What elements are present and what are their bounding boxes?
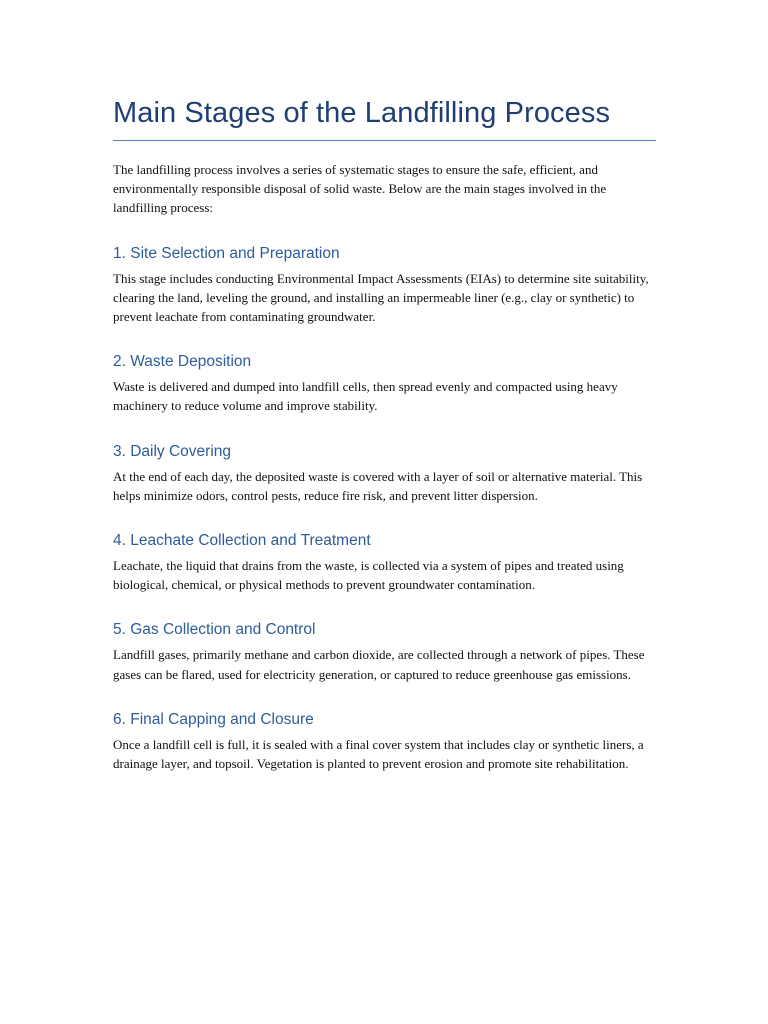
section-daily-covering (113, 442, 656, 505)
section-site-selection (113, 244, 656, 327)
section-body: Once a landfill cell is full, it is sealed with a final cover system that includes clay or synthetic liners, a drainage layer, and topsoil. Vegetation is planted to prevent erosion and promote site rehabilitation. (113, 736, 644, 772)
section-body: This stage includes conducting Environmental Impact Assessments (EIAs) to determine site suitability, clearing the land, leveling the ground, and installing an impermeable liner (e.g., clay or synthetic) to prevent leachate from contaminating groundwater. (113, 270, 649, 325)
section-final-capping (113, 710, 656, 773)
section-heading: 4. Leachate Collection and Treatment (113, 532, 371, 550)
section-heading: 1. Site Selection and Preparation (113, 244, 340, 262)
section-heading: 3. Daily Covering (113, 442, 232, 460)
section-body: Leachate, the liquid that drains from the waste, is collected via a system of pipes and treated using biological, chemical, or physical methods to prevent groundwater contamination. (113, 558, 624, 593)
section-heading: 2. Waste Deposition (113, 353, 252, 371)
section-waste-deposition (113, 352, 656, 415)
section-body: At the end of each day, the deposited waste is covered with a layer of soil or alternative material. This helps minimize odors, control pests, reduce fire risk, and prevent litter dispersion. (113, 468, 643, 503)
section-heading: 5. Gas Collection and Control (113, 621, 316, 639)
section-heading: 6. Final Capping and Closure (113, 710, 314, 728)
section-body: Landfill gases, primarily methane and carbon dioxide, are collected through a network of pipes. These gases can be flared, used for electricity generation, or captured to reduce greenhouse gas emissions. (113, 647, 645, 682)
document-content (113, 94, 656, 773)
intro-paragraph: The landfilling process involves a series of systematic stages to ensure the safe, efficient, and environmentally responsible disposal of solid waste. Below are the main stages involved in the landfilling process: (113, 162, 607, 216)
section-body: Waste is delivered and dumped into landfill cells, then spread evenly and compacted using heavy machinery to reduce volume and improve stability. (113, 379, 618, 414)
section-gas-collection (113, 620, 656, 683)
page-title: Main Stages of the Landfilling Process (113, 94, 656, 141)
section-leachate (113, 531, 656, 594)
